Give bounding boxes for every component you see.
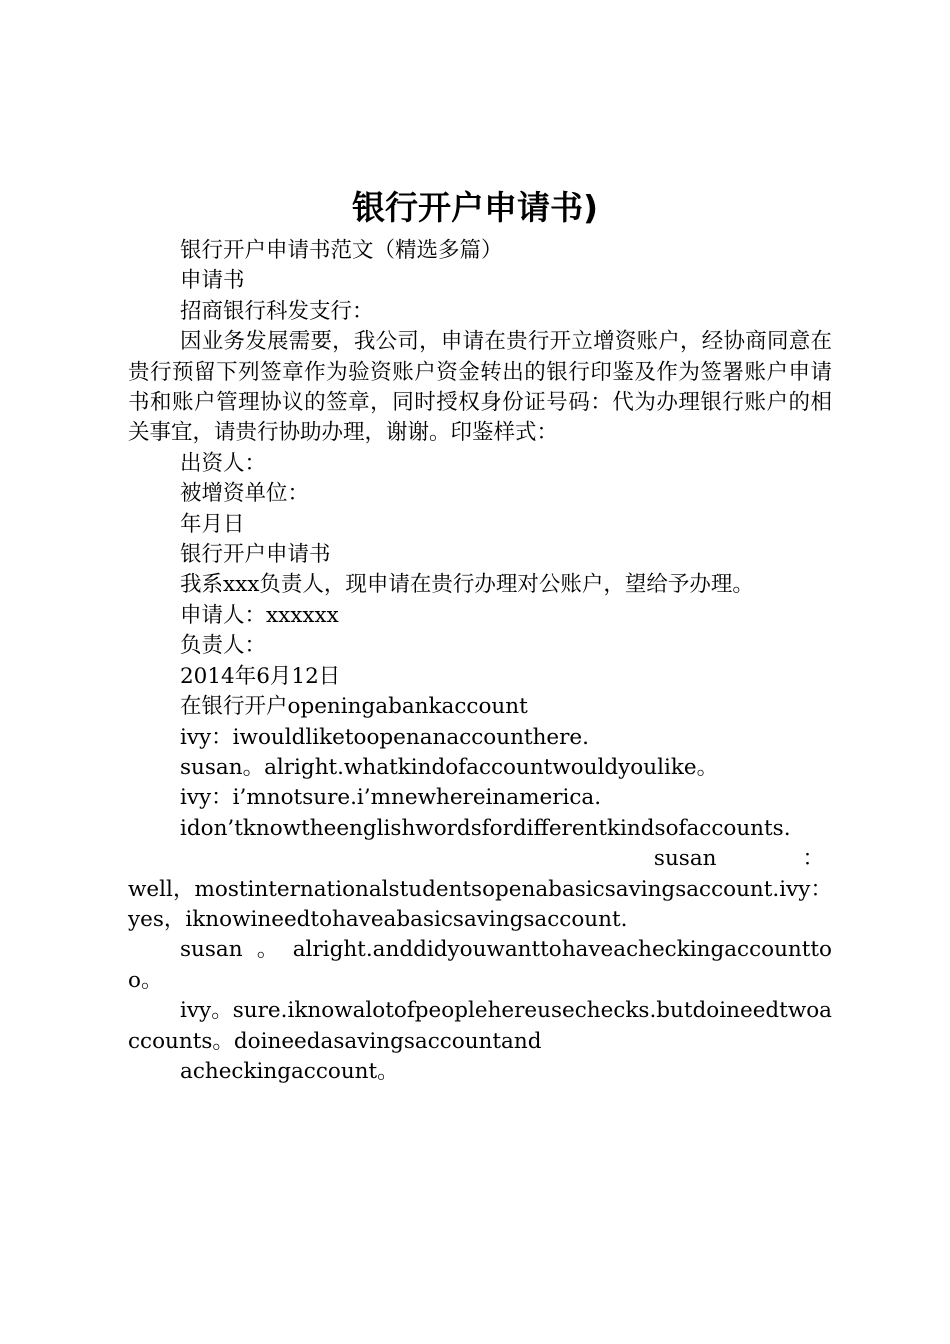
paragraph-dialogue-title: 在银行开户openingabankaccount	[180, 694, 528, 720]
paragraph-heading: 申请书	[180, 268, 245, 294]
paragraph-date: 2014年6月12日	[180, 663, 341, 689]
paragraph-date-blank: 年月日	[180, 511, 245, 537]
paragraph-dialogue-5: well，mostinternationalstudentsopenabasicsavingsaccount.ivy：yes，iknowineedtohaveabasicsavingsaccount.	[128, 876, 832, 932]
paragraph-dialogue-3: ivy：i’mnotsure.i’mnewhereinamerica.	[180, 785, 602, 811]
paragraph-subtitle: 银行开户申请书范文（精选多篇）	[180, 238, 503, 263]
paragraph-applicant: 申请人：xxxxxx	[180, 602, 339, 628]
paragraph-dialogue-7: ivy。sure.iknowalotofpeopleherеusechecks.butdoineedtwoaccounts。doineedasavingsaccountand	[128, 998, 832, 1054]
paragraph-responsible: 负责人：	[180, 633, 267, 659]
paragraph-dialogue-1: ivy：iwouldliketoopenanaccounthere.	[180, 724, 589, 750]
document-title: 银行开户申请书)	[351, 188, 599, 227]
paragraph-dialogue-2: susan。alright.whatkindofaccountwouldyoulike。	[180, 754, 719, 780]
paragraph-dialogue-8: acheckingaccount。	[180, 1058, 399, 1084]
paragraph-dialogue-6: susan。alright.anddidyouwanttohaveacheckingaccounttoo。	[128, 937, 832, 993]
paragraph-dialogue-4: idon’tknowtheenglishwordsfordifferentkindsofaccounts.	[180, 815, 791, 841]
paragraph-request: 因业务发展需要，我公司，申请在贵行开立增资账户，经协商同意在贵行预留下列签章作为验资账户资金转出的银行印鉴及作为签署账户申请书和账户管理协议的签章，同时授权身份证号码：代为办理银行账户的相关事宜，请贵行协助办理，谢谢。印鉴样式：	[128, 329, 832, 446]
paragraph-request-2: 我系xxx负责人，现申请在贵行办理对公账户，望给予办理。	[180, 572, 754, 598]
paragraph-addressee: 招商银行科发支行：	[180, 298, 374, 324]
paragraph-dialogue-5-speaker: susan ：	[653, 846, 824, 872]
document-body	[128, 236, 832, 1087]
paragraph-investor: 出资人：	[180, 450, 267, 476]
paragraph-company: 被增资单位：	[180, 481, 310, 507]
paragraph-heading-2: 银行开户申请书	[180, 542, 331, 568]
